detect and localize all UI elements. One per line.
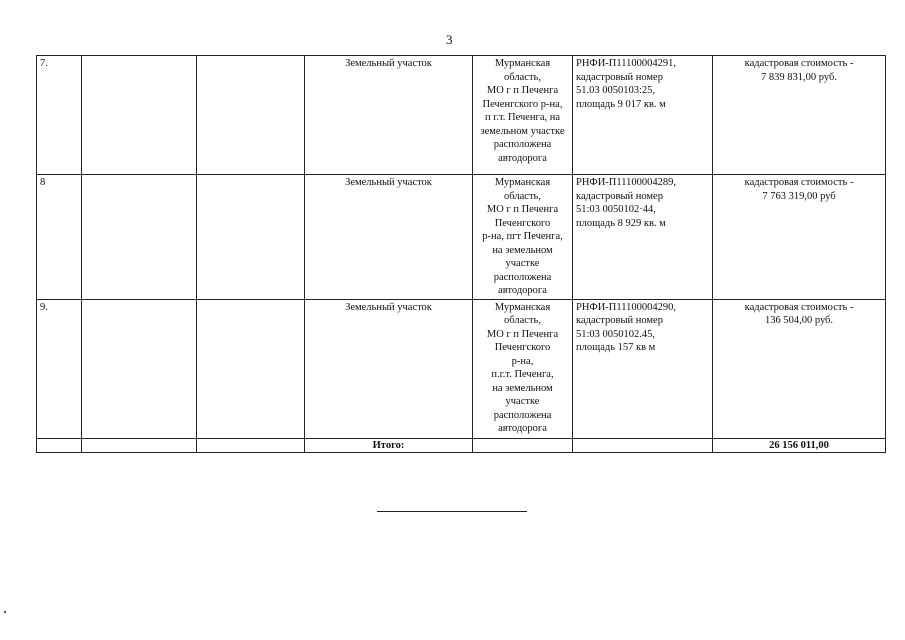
address-line: МО г п Печенга [486,204,559,215]
characteristics-line: РНФИ-П11100004290, [576,301,676,313]
row-number: 8 [40,177,46,188]
row-number: 9. [40,301,48,313]
object-name-cell [305,56,473,175]
address-line: область, [504,71,541,83]
characteristics-line: кадастровый номер [576,71,663,83]
cost-cell [713,299,886,438]
object-name-cell [305,175,473,300]
scan-artifact [4,611,6,613]
cost-line: кадастровая стоимость - [744,177,854,188]
address-line: область, [504,315,541,326]
characteristics-line: площадь 9 017 кв. м [576,98,666,110]
address-cell [473,299,573,438]
empty-cell [197,299,305,438]
address-cell [473,175,573,300]
address-line: Печенгского [494,342,551,353]
total-cell [37,438,82,453]
cost-line: кадастровая стоимость - [744,301,854,313]
address-line: автодорога [498,152,547,164]
cost-line: 7 839 831,00 руб. [761,71,837,83]
signature-line [377,511,527,512]
table-row [37,56,886,175]
empty-cell [197,175,305,300]
address-line: п г.т. Печенга, на [484,112,561,123]
address-line: автодорога [498,285,547,296]
empty-cell [82,56,197,175]
object-name: Земельный участок [345,301,432,313]
row-number-cell [37,56,82,175]
characteristics-cell [573,56,713,175]
address-line: МО г п Печенга [486,85,559,96]
characteristics-line: РНФИ-П11100004291, [576,58,676,69]
address-line: участке [505,258,540,269]
address-line: область, [504,190,541,202]
address-line: Мурманская [494,177,551,188]
address-line: МО г п Печенга [486,328,559,340]
empty-cell [82,299,197,438]
total-cell [473,438,573,453]
row-number-cell [37,299,82,438]
characteristics-line: кадастровый номер [576,190,663,202]
characteristics-line: кадастровый номер [576,315,663,326]
characteristics-cell [573,175,713,300]
characteristics-line: 51:03 0050102·44, [576,204,656,215]
object-name: Земельный участок [345,58,432,69]
address-line: Мурманская [494,58,551,69]
address-line: автодорога [498,423,547,434]
page-number: 3 [446,32,453,47]
total-row [37,438,886,453]
address-line: п.г.т. Печенга, [491,369,554,380]
total-label: Итого: [305,438,473,453]
table-row [37,299,886,438]
cost-cell [713,56,886,175]
total-value: 26 156 011,00 [713,438,886,453]
address-line: на земельном [492,382,553,394]
address-line: р-на, [511,355,534,367]
empty-cell [197,56,305,175]
cost-line: кадастровая стоимость - [744,58,854,69]
cost-line: 7 763 319,00 руб [762,190,836,202]
characteristics-cell [573,299,713,438]
characteristics-line: РНФИ-П11100004289, [576,177,676,188]
address-line: земельном участке [480,125,565,137]
characteristics-line: 51.03 0050103:25, [576,85,656,96]
address-cell [473,56,573,175]
property-table [36,55,886,453]
address-line: Мурманская [494,301,551,313]
address-line: Печенгского р-на, [482,98,563,110]
address-line: р-на, пгт Печенга, [482,231,563,242]
empty-cell [82,175,197,300]
cost-cell [713,175,886,300]
address-line: Печенгского [494,217,551,229]
address-line: расположена [493,271,552,283]
total-cell [82,438,197,453]
row-number: 7. [40,58,48,69]
total-cell [197,438,305,453]
row-number-cell [37,175,82,300]
characteristics-line: площадь 8 929 кв. м [576,217,666,229]
object-name: Земельный участок [345,177,432,188]
object-name-cell [305,299,473,438]
address-line: на земельном [492,244,553,256]
address-line: расположена [493,139,552,150]
address-line: участке [505,396,540,407]
total-cell [573,438,713,453]
table-row [37,175,886,300]
cost-line: 136 504,00 руб. [764,315,834,326]
address-line: расположена [493,409,552,421]
characteristics-line: 51:03 0050102.45, [576,328,656,340]
characteristics-line: площадь 157 кв м [576,342,656,353]
